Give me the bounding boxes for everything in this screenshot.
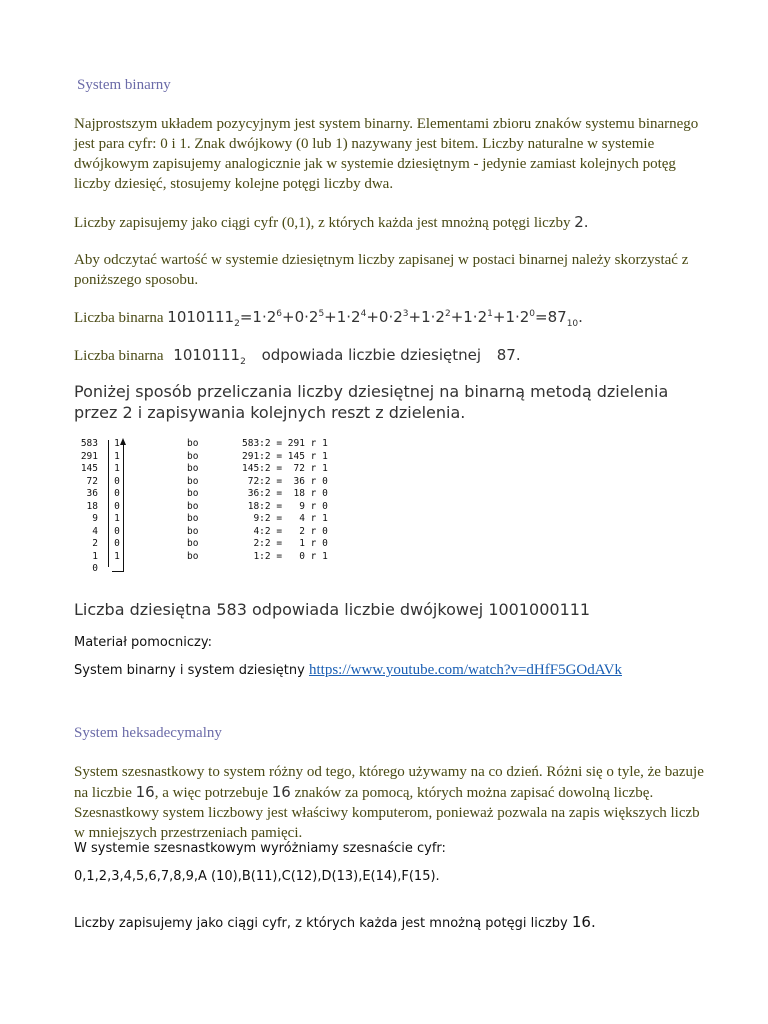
formula-expression: $1010111_2=1\cdot 2^6+0\cdot 2^5+1\cdot 2^4+0\cdot 2^3+1\cdot 2^2+1\cdot 2^1+1\cdot 2^0=87_{10}$. [167,308,583,329]
division-remainder-bit: 1 [114,438,120,449]
division-remainder-bit: 0 [114,488,120,499]
formula-term-exponent: 3 [402,309,409,319]
division-row [72,563,362,576]
division-number: 2 [92,538,98,549]
formula-line [74,307,714,328]
division-bo: bo [187,488,199,499]
division-row [72,463,362,476]
formula-term-exponent: 5 [318,309,325,319]
division-remainder-bit: 1 [114,450,120,462]
division-equation: 2:2 = 1 r 0 [242,538,328,549]
formula-term: $0\cdot 2^3$ [378,308,409,326]
correspondence-label: Liczba binarna [74,348,164,364]
hex-positional-line [74,913,596,931]
paragraph-binary-intro: Najprostszym układem pozycyjnym jest system binarny. Elementami zbioru znaków systemu binarnego jest para cyfr: 0 i 1. Znak dwójkowy (0 lub 1) nazywany jest bitem. Liczby naturalne w systemie dwójkowym zapisujemy analogicznie jak w systemie dziesiętnym - jedynie zamiast kolejnych potęg liczby dziesięć, stosujemy kolejne potęgi liczby dwa. [74,116,699,192]
division-equation: 18:2 = 9 r 0 [242,500,328,512]
division-number: 9 [92,513,98,524]
division-number: 72 [86,475,98,487]
division-bo: bo [187,500,199,512]
formula-term-exponent: 6 [276,309,282,319]
formula-term: $1\cdot 2^0$ [505,308,536,326]
division-remainder-bit: 0 [114,500,120,512]
formula-binary-base: 2 [234,319,240,329]
hex-digits-list: 0,1,2,3,4,5,6,7,8,9,A (10),B(11),C(12),D(13),E(14),F(15). [74,869,440,884]
division-remainder-bit: 1 [114,463,120,474]
division-row [72,476,362,489]
division-row [72,438,362,451]
division-remainder-bit: 1 [114,550,120,562]
formula-term: $1\cdot 2^6$ [252,308,282,326]
paragraph-binary-digits [74,212,699,233]
division-bo: bo [187,513,199,524]
hex-base-16: 16. [571,913,596,931]
division-equation: 36:2 = 18 r 0 [242,488,328,499]
correspondence-binary-base: 2 [240,357,246,367]
division-equation: 583:2 = 291 r 1 [242,438,328,449]
correspondence-value: 87. [496,346,521,364]
division-row [72,488,362,501]
division-bo: bo [187,538,199,549]
division-row [72,501,362,514]
division-bo: bo [187,475,199,487]
correspondence-binary [173,346,246,367]
division-row [72,538,362,551]
formula-term: $1\cdot 2^2$ [421,308,451,326]
division-row [72,513,362,526]
division-bo: bo [187,438,199,449]
correspondence-text: odpowiada liczbie dziesiętnej [261,346,482,364]
heading-hex: System heksadecymalny [74,725,222,741]
division-number: 291 [80,450,98,462]
division-number: 1 [92,550,98,562]
paragraph-binary-read: Aby odczytać wartość w systemie dziesiętnym liczby zapisanej w postaci binarnej należy skorzystać z poniższego sposobu. [74,252,689,288]
hex-count-number: 16 [271,783,291,801]
formula-label: Liczba binarna [74,310,164,326]
division-number: 36 [86,488,98,499]
division-bo: bo [187,463,199,474]
paragraph-hex-intro [74,762,709,843]
formula-term-exponent: 4 [360,309,367,319]
division-equation: 291:2 = 145 r 1 [242,450,328,462]
paragraph-text: Liczby zapisujemy jako ciągi cyfr (0,1), z których każda jest mnożną potęgi liczby [74,215,571,231]
correspondence-line [74,345,714,366]
binary-result-line: Liczba dziesiętna 583 odpowiada liczbie dwójkowej 1001000111 [74,600,591,619]
aux-material-line [74,662,622,679]
division-equation: 72:2 = 36 r 0 [242,475,328,487]
division-equation: 1:2 = 0 r 1 [242,550,328,562]
youtube-link[interactable]: https://www.youtube.com/watch?v=dHfF5GOdAVk [308,662,622,678]
division-row [72,526,362,539]
division-row [72,551,362,564]
formula-term: $0\cdot 2^5$ [294,308,325,326]
division-number: 18 [86,500,98,512]
division-number: 583 [80,438,98,449]
division-number: 0 [92,563,98,574]
formula-term: $1\cdot 2^1$ [463,308,493,326]
formula-terms: $1\cdot 2^6+0\cdot 2^5+1\cdot 2^4+0\cdot 2^3+1\cdot 2^2+1\cdot 2^1+1\cdot 2^0$ [252,308,536,326]
division-remainder-bit: 1 [114,513,120,524]
hex-base-number: 16 [135,783,155,801]
aux-material-label: Materiał pomocniczy: [74,635,212,650]
aux-link-label: System binarny i system dziesiętny [74,663,305,678]
hex-text-c: znaków za pomocą, których można zapisać dowolną liczbę. Szesnastkowy system liczbowy jest właściwy komputerom, ponieważ pozwala na zapis większych liczb w mniejszych przestrzeniach pamięci. [74,785,700,841]
heading-binary: System binarny [77,77,171,93]
base-number: 2. [574,213,589,231]
division-bo: bo [187,450,199,462]
division-intro: Poniżej sposób przeliczania liczby dziesiętnej na binarną metodą dzielenia przez 2 i zapisywania kolejnych reszt z dzielenia. [74,382,669,422]
formula-result-base: 10 [566,319,579,329]
correspondence-binary-digits: 1010111 [173,346,241,364]
division-row [72,451,362,464]
division-remainder-bit: 0 [114,525,120,537]
formula-result: 87 [547,308,567,326]
division-equation: 145:2 = 72 r 1 [242,463,328,474]
division-equation: 4:2 = 2 r 0 [242,525,328,537]
division-equation: 9:2 = 4 r 1 [242,513,328,524]
formula-term-exponent: 0 [529,309,536,319]
formula-term-exponent: 1 [487,309,493,319]
hex-positional-text: Liczby zapisujemy jako ciągi cyfr, z których każda jest mnożną potęgi liczby [74,916,568,931]
hex-digits-intro: W systemie szesnastkowym wyróżniamy szesnaście cyfr: [74,841,446,856]
hex-text-b: , a więc potrzebuje [154,785,269,801]
division-remainder-bit: 0 [114,538,120,549]
division-bo: bo [187,525,199,537]
division-number: 145 [80,463,98,474]
formula-term: $1\cdot 2^4$ [336,308,367,326]
division-bo: bo [187,550,199,562]
division-table [72,438,362,583]
division-remainder-bit: 0 [114,475,120,487]
division-number: 4 [92,525,98,537]
formula-term-exponent: 2 [444,309,451,319]
formula-binary: 1010111 [167,308,235,326]
hex-text-a: System szesnastkowy to system różny od tego, którego używamy na co dzień. Różni się o tyle, że bazuje na liczbie [74,764,704,801]
